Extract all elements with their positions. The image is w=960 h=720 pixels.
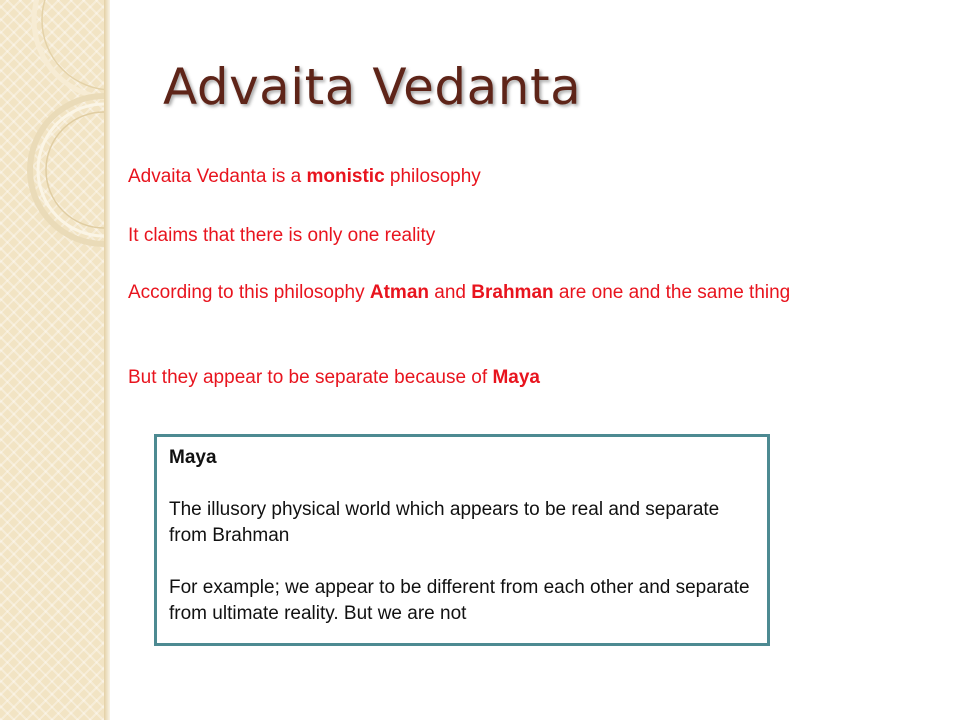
- maya-definition-box: [154, 434, 770, 646]
- paragraph-maya: But they appear to be separate because of Maya: [128, 367, 540, 388]
- band-edge: [104, 0, 110, 720]
- paragraph-monistic: Advaita Vedanta is a monistic philosophy: [128, 166, 481, 187]
- decorative-side-band: [0, 0, 104, 720]
- maya-box-heading: Maya: [169, 447, 217, 468]
- paragraph-atman-brahman: According to this philosophy Atman and Brahman are one and the same thing: [128, 282, 791, 303]
- paragraph-one-reality: It claims that there is only one reality: [128, 225, 436, 246]
- maya-box-definition: The illusory physical world which appears to be real and separate from Brahman: [169, 499, 720, 546]
- slide-title: Advaita Vedanta: [163, 58, 582, 116]
- ring-decoration-icon: [0, 0, 104, 720]
- maya-box-example: For example; we appear to be different from each other and separate from ultimate reality. But we are not: [169, 577, 750, 624]
